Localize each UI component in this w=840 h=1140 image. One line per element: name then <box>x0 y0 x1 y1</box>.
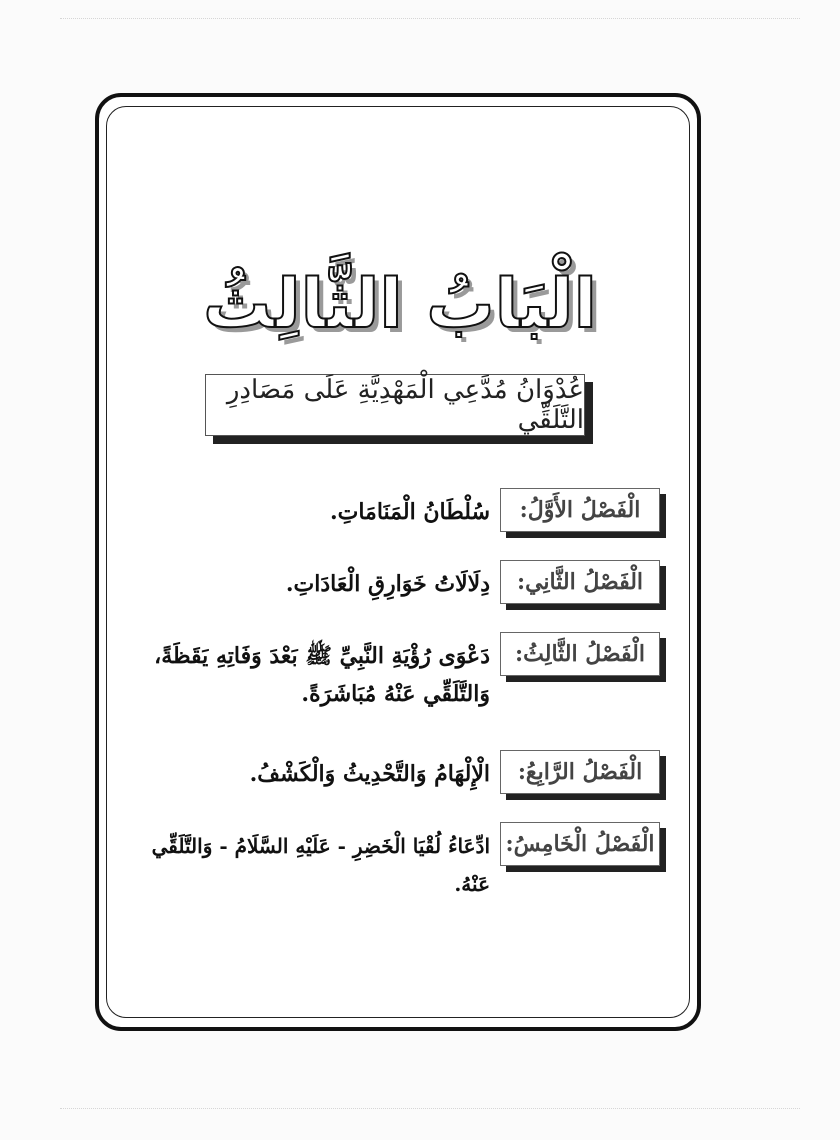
section-label-3: الْفَصْلُ الثَّالِثُ: <box>500 632 660 676</box>
section-label-1: الْفَصْلُ الأَوَّلُ: <box>500 488 660 532</box>
section-label-5: الْفَصْلُ الْخَامِسُ: <box>500 822 660 866</box>
section-title-4: الْإِلْهَامُ وَالتَّحْدِيثُ وَالْكَشْفُ. <box>249 761 490 787</box>
section-title-2: دِلَالَاتُ خَوَارِقِ الْعَادَاتِ. <box>285 571 490 597</box>
section-label-2: الْفَصْلُ الثَّانِي: <box>500 560 660 604</box>
chapter-subtitle: عُدْوَانُ مُدَّعِي الْمَهْدِيَّةِ عَلَى مَصَادِرِ التَّلَقِّي <box>226 375 584 435</box>
section-title-5: ادِّعَاءُ لُقْيَا الْخَضِرِ - عَلَيْهِ السَّلَامُ - وَالتَّلَقِّي عَنْهُ. <box>151 834 490 896</box>
section-label-4: الْفَصْلُ الرَّابِعُ: <box>500 750 660 794</box>
bottom-dotted-rule <box>60 1108 800 1110</box>
chapter-heading: الْبَابُ الثَّالِثُ <box>203 265 597 344</box>
section-title-3: دَعْوَى رُؤْيَةِ النَّبِيِّ ﷺ بَعْدَ وَفَاتِهِ يَقَظَةً، وَالتَّلَقِّي عَنْهُ مُبَاشَرَةً. <box>154 643 490 707</box>
section-title-1: سُلْطَانُ الْمَنَامَاتِ. <box>329 499 490 525</box>
